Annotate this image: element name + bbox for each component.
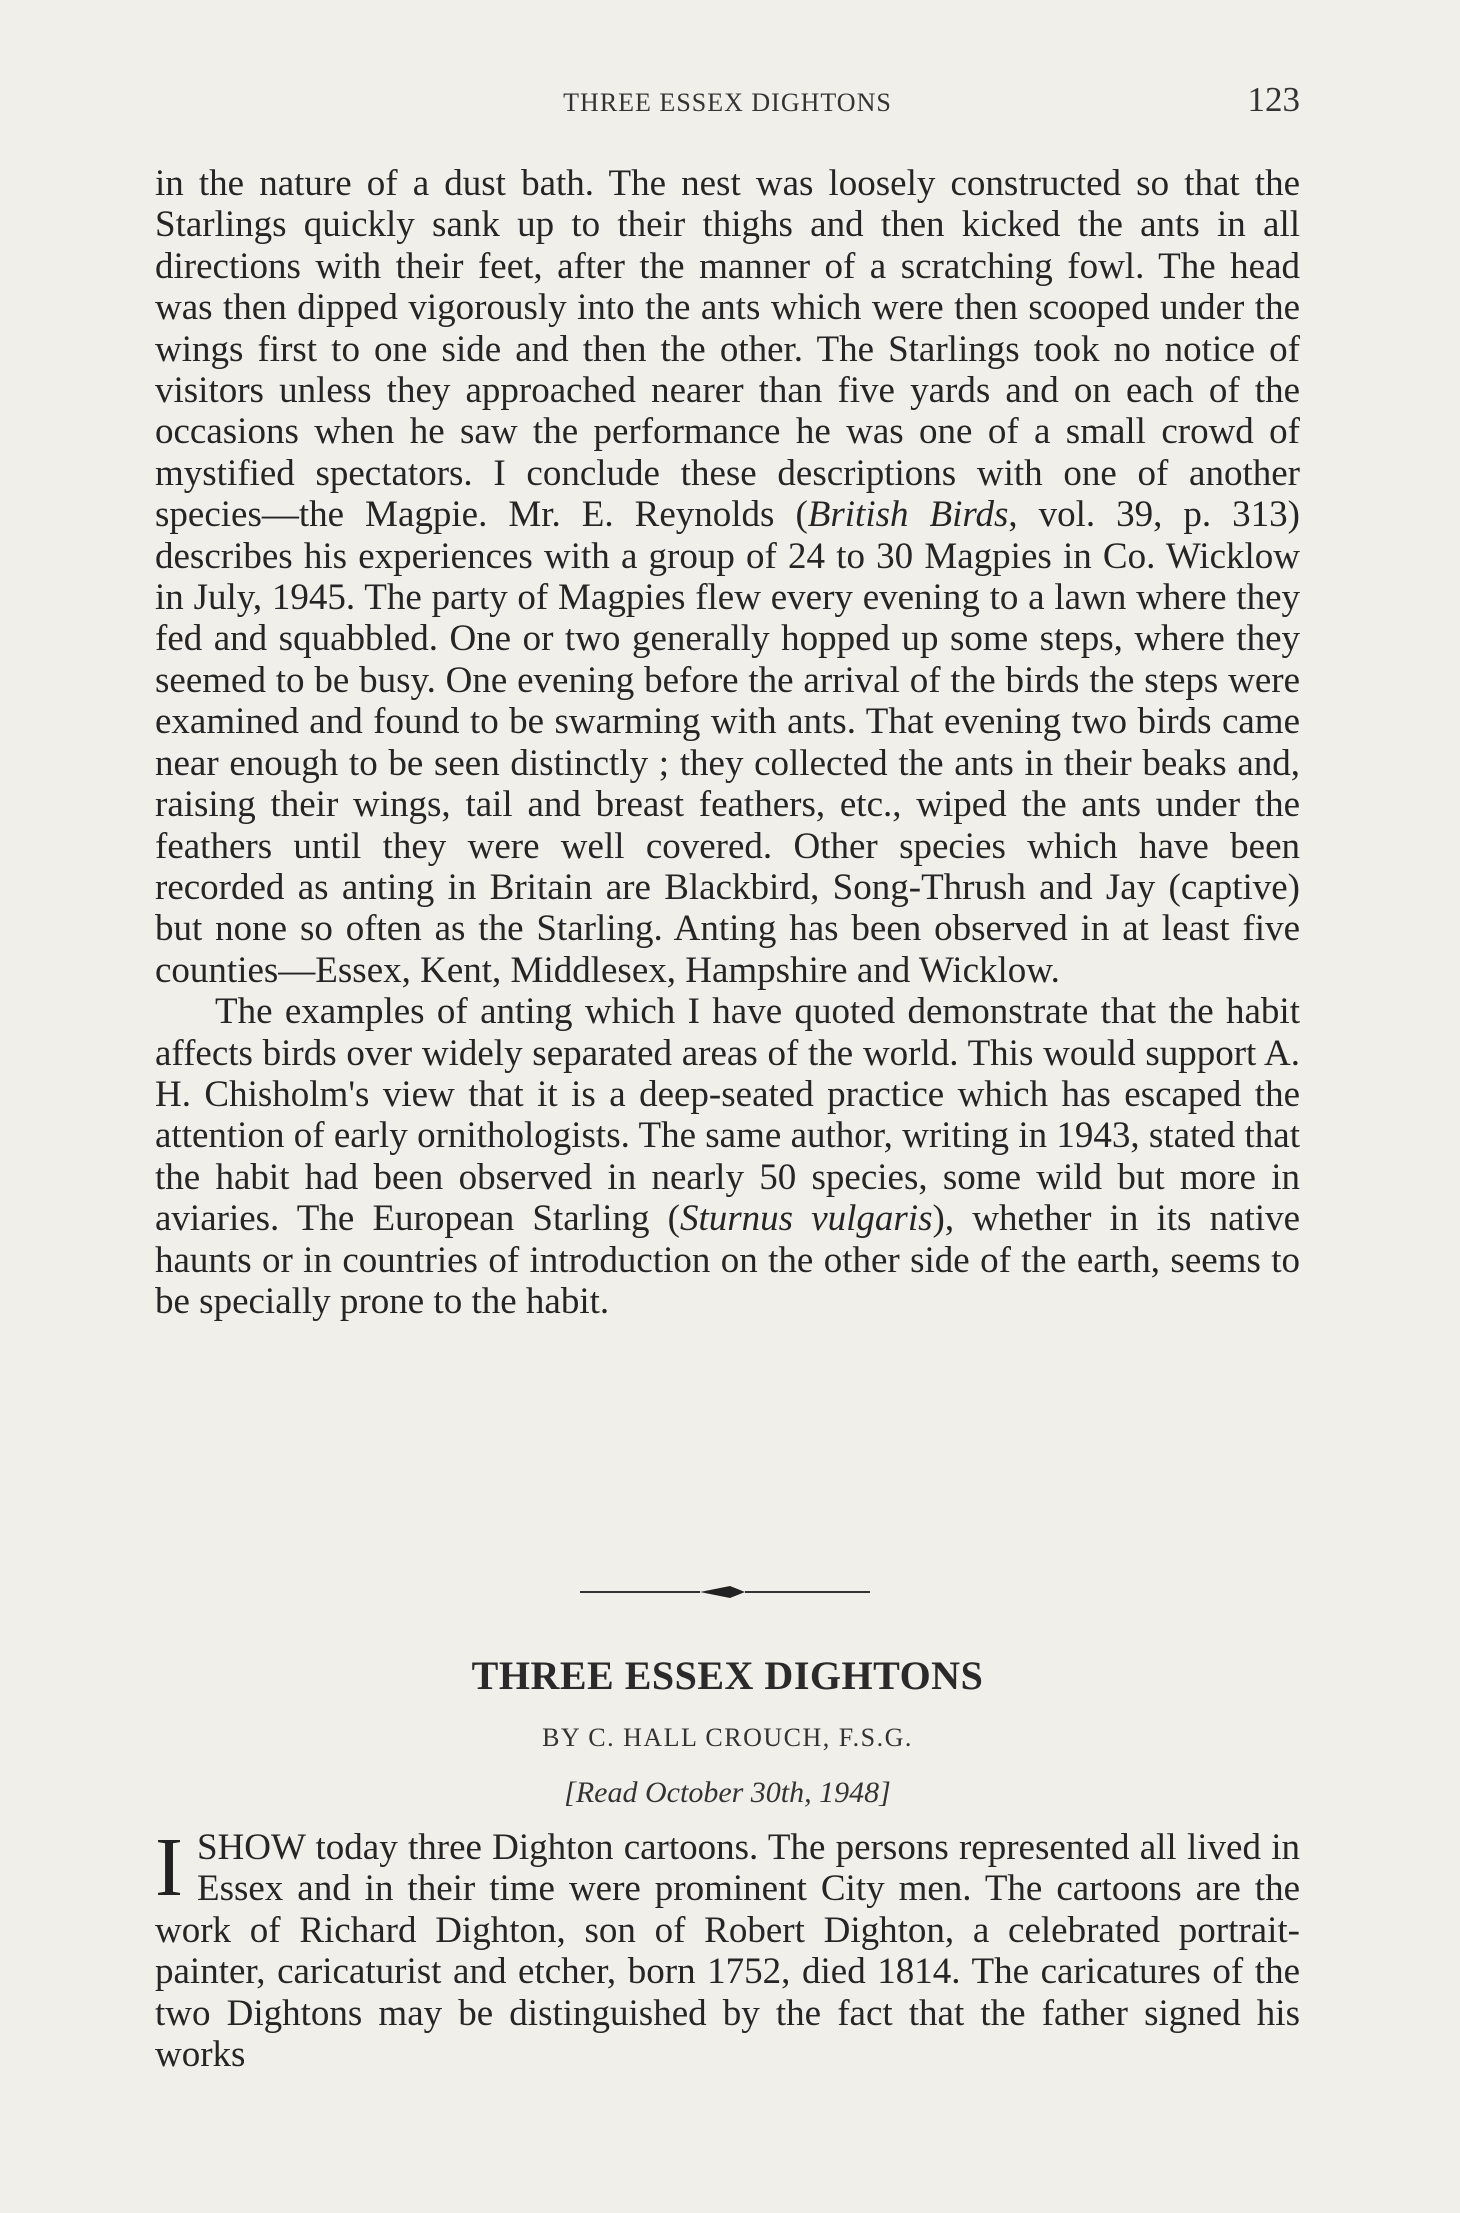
running-head (155, 80, 1300, 128)
byline: BY C. HALL CROUCH, F.S.G. (542, 1723, 913, 1752)
lead-word: SHOW (196, 1827, 306, 1868)
article-body (155, 1821, 1300, 2076)
section-divider-ornament (580, 1582, 880, 1602)
read-date (155, 1776, 1300, 1810)
text-run: The examples of anting which I have quoted demonstrate that the habit affects birds over widely separated areas of the world. This would support A. H. Chisholm's view that it is a deep-seated practice which has escaped the attention of early ornithologists. The same author, writing in 1943, stated that the habit had been observed in nearly 50 species, some wild but more in aviaries. The European Starling ( (155, 991, 1300, 1240)
read-date-text: Read October 30th, 1948 (575, 1776, 880, 1809)
drop-cap: I (155, 1821, 183, 1914)
ornament-diamond (700, 1586, 745, 1598)
text-run: today three Dighton cartoons. The persons represented all lived in Essex and in their time were prominent City men. The cartoons are the work of Richard Dighton, son of Robert Dighton, a celebrated portrait-painter, caricaturist and etcher, born 1752, died 1814. The caricatures of the two Dightons may be distinguished by the fact that the father signed his works (155, 1827, 1300, 2076)
text-run: , vol. 39, p. 313) describes his experiences with a group of 24 to 30 Magpies in Co. Wicklow in July, 1945. The party of Magpies flew every evening to a lawn where they fed and squabbled. One or two generally hopped up some steps, where they seemed to be busy. One evening before the arrival of the birds the steps were examined and found to be swarming with ants. That evening two birds came near enough to be seen distinctly ; they collected the ants in their beaks and, raising their wings, tail and breast feathers, etc., wiped the ants under the feathers until they were well covered. Other species which have been recorded as anting in Britain are Blackbird, Song-Thrush and Jay (captive) but none so often as the Starling. Anting has been observed in at least five counties—Essex, Kent, Middlesex, Hampshire and Wicklow. (155, 494, 1301, 991)
bracket-close: ] (879, 1776, 891, 1809)
article-title: THREE ESSEX DIGHTONS (471, 1653, 984, 1698)
paragraph (155, 1821, 1300, 2076)
continued-text (155, 163, 1301, 1322)
text-run: ), whether in its native haunts or in countries of introduction on the other side of the earth, seems to be specially prone to the habit. (155, 1198, 1300, 1322)
text-run: in the nature of a dust bath. The nest was loosely constructed so that the Starlings quickly sank up to their thighs and then kicked the ants in all directions with their feet, after the manner of a scratching fowl. The head was then dipped vigorously into the ants which were then scooped under the wings first to one side and then the other. The Starlings took no notice of visitors unless they approached nearer than five yards and on each of the occasions when he saw the performance he was one of a small crowd of mystified spectators. I conclude these descriptions with one of another species—the Magpie. Mr. E. Reynolds ( (155, 163, 1300, 536)
italic-species-name: Sturnus vulgaris (680, 1198, 933, 1240)
page-number: 123 (1247, 80, 1300, 119)
italic-citation: British Birds (807, 494, 1009, 536)
bracket-open: [ (564, 1776, 576, 1809)
running-title: THREE ESSEX DIGHTONS (563, 88, 892, 117)
paragraph (155, 163, 1300, 991)
paragraph (155, 991, 1300, 1322)
